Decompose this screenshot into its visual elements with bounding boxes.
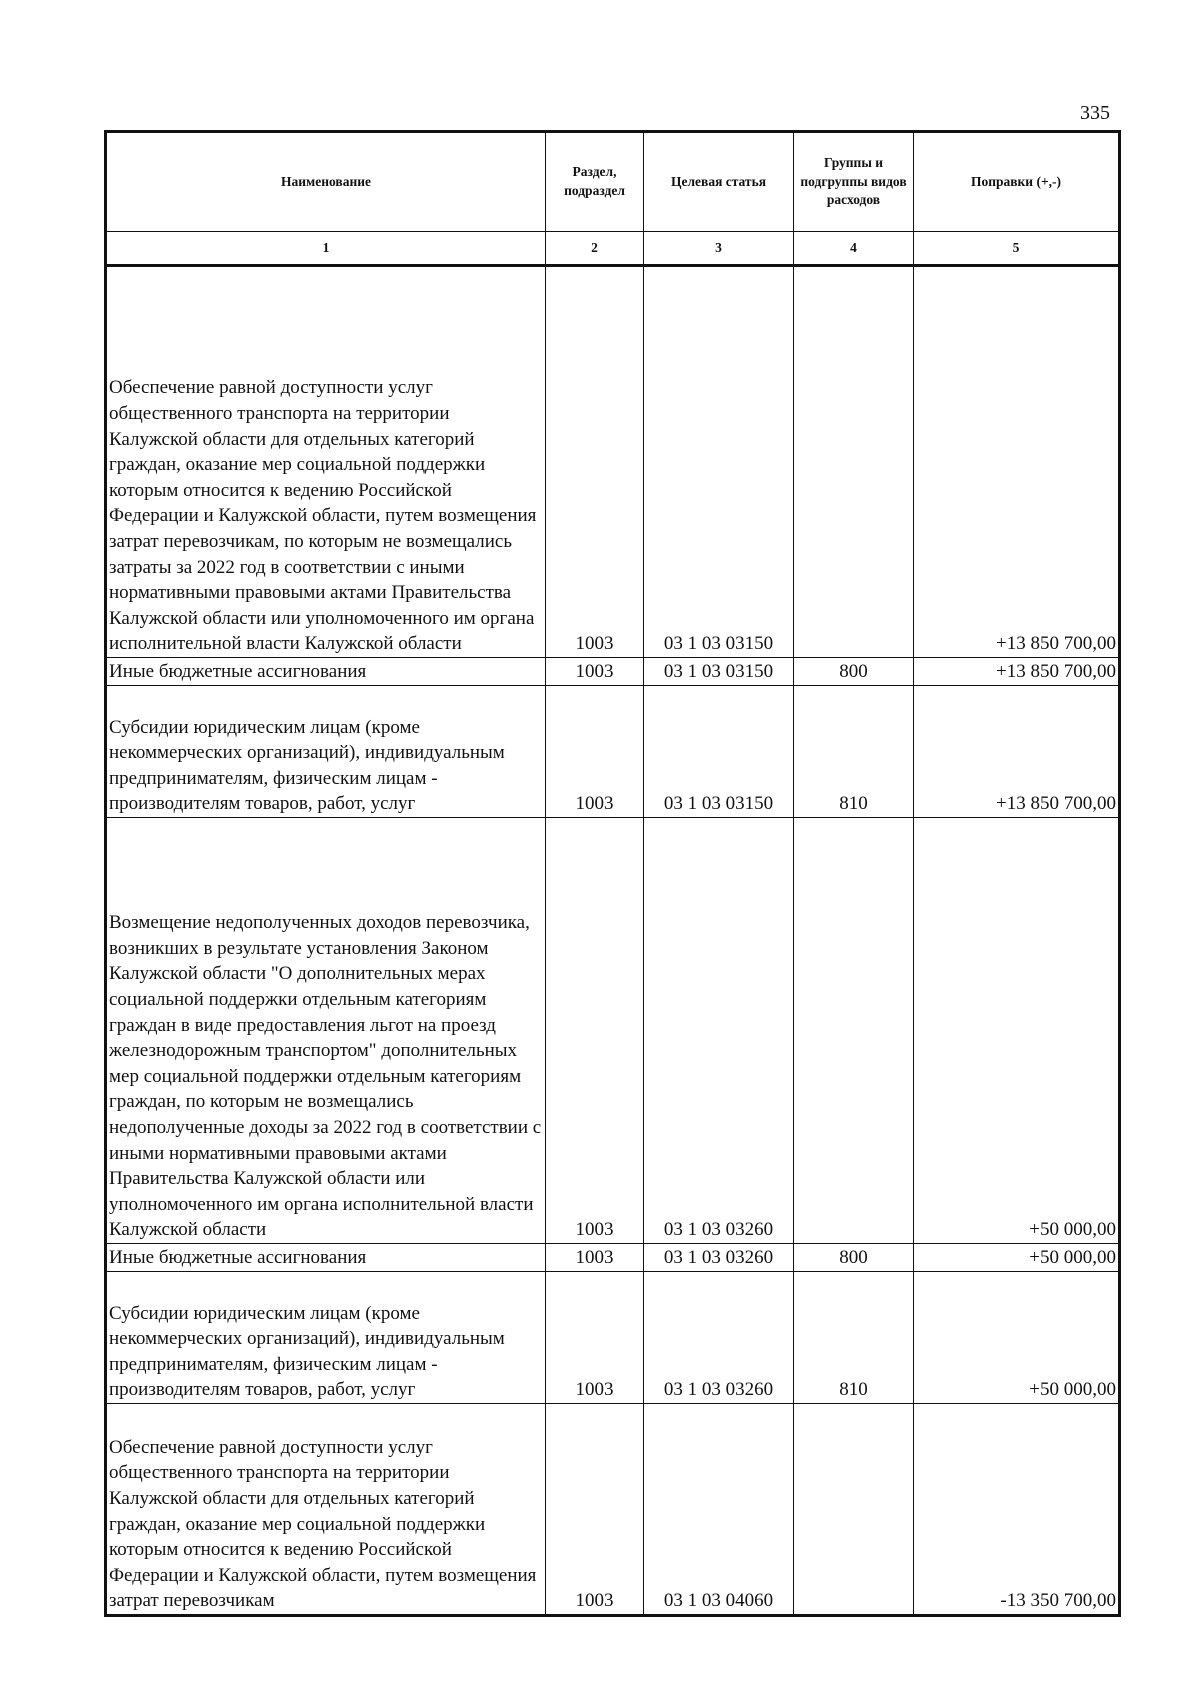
header-amount: Поправки (+,-) — [914, 132, 1120, 232]
row-section: 1003 — [546, 686, 644, 818]
column-number: 5 — [914, 232, 1120, 266]
row-group — [794, 266, 914, 658]
row-amount: +13 850 700,00 — [914, 658, 1120, 686]
row-group: 800 — [794, 658, 914, 686]
table-row — [106, 686, 1120, 818]
row-name: Иные бюджетные ассигнования — [106, 658, 546, 686]
row-section: 1003 — [546, 1244, 644, 1272]
table-row — [106, 818, 1120, 1244]
row-name: Обеспечение равной доступности услуг общественного транспорта на территории Калужской области для отдельных категорий граждан, оказание мер социальной поддержки которым относится к ведению Российской Федерации и Калужской области, путем возмещения затрат перевозчикам — [106, 1404, 546, 1616]
row-group — [794, 818, 914, 1244]
table-row — [106, 1272, 1120, 1404]
table-row — [106, 658, 1120, 686]
column-number: 4 — [794, 232, 914, 266]
column-number: 2 — [546, 232, 644, 266]
column-number-row — [106, 232, 1120, 266]
row-amount: -13 350 700,00 — [914, 1404, 1120, 1616]
row-amount: +50 000,00 — [914, 1272, 1120, 1404]
row-section: 1003 — [546, 658, 644, 686]
row-article: 03 1 03 03260 — [644, 1244, 794, 1272]
row-amount: +13 850 700,00 — [914, 686, 1120, 818]
budget-table — [104, 130, 1121, 1617]
table-row — [106, 266, 1120, 658]
row-name: Возмещение недополученных доходов перевозчика, возникших в результате установления Законом Калужской области "О дополнительных мерах социальной поддержки отдельным категориям граждан в виде предоставления льгот на проезд железнодорожным транспортом" дополнительных мер социальной поддержки отдельным категориям граждан, по которым не возмещались недополученные доходы за 2022 год в соответствии с иными нормативными правовыми актами Правительства Калужской области или уполномоченного им органа исполнительной власти Калужской области — [106, 818, 546, 1244]
row-article: 03 1 03 03150 — [644, 266, 794, 658]
header-section: Раздел, подраздел — [546, 132, 644, 232]
row-name: Субсидии юридическим лицам (кроме некоммерческих организаций), индивидуальным предпринимателям, физическим лицам - производителям товаров, работ, услуг — [106, 1272, 546, 1404]
row-group — [794, 1404, 914, 1616]
row-section: 1003 — [546, 266, 644, 658]
row-name: Иные бюджетные ассигнования — [106, 1244, 546, 1272]
header-row — [106, 132, 1120, 232]
row-section: 1003 — [546, 818, 644, 1244]
row-article: 03 1 03 03260 — [644, 1272, 794, 1404]
header-group: Группы и подгруппы видов расходов — [794, 132, 914, 232]
row-group: 810 — [794, 686, 914, 818]
row-amount: +13 850 700,00 — [914, 266, 1120, 658]
row-article: 03 1 03 04060 — [644, 1404, 794, 1616]
row-name: Субсидии юридическим лицам (кроме некоммерческих организаций), индивидуальным предпринимателям, физическим лицам - производителям товаров, работ, услуг — [106, 686, 546, 818]
table-row — [106, 1404, 1120, 1616]
header-name: Наименование — [106, 132, 546, 232]
row-group: 800 — [794, 1244, 914, 1272]
column-number: 3 — [644, 232, 794, 266]
page-number: 335 — [1080, 102, 1110, 124]
row-section: 1003 — [546, 1272, 644, 1404]
row-amount: +50 000,00 — [914, 818, 1120, 1244]
row-name: Обеспечение равной доступности услуг общественного транспорта на территории Калужской области для отдельных категорий граждан, оказание мер социальной поддержки которым относится к ведению Российской Федерации и Калужской области, путем возмещения затрат перевозчикам, по которым не возмещались затраты за 2022 год в соответствии с иными нормативными правовыми актами Правительства Калужской области или уполномоченного им органа исполнительной власти Калужской области — [106, 266, 546, 658]
row-group: 810 — [794, 1272, 914, 1404]
table-row — [106, 1244, 1120, 1272]
header-article: Целевая статья — [644, 132, 794, 232]
row-amount: +50 000,00 — [914, 1244, 1120, 1272]
column-number: 1 — [106, 232, 546, 266]
row-section: 1003 — [546, 1404, 644, 1616]
row-article: 03 1 03 03260 — [644, 818, 794, 1244]
row-article: 03 1 03 03150 — [644, 686, 794, 818]
row-article: 03 1 03 03150 — [644, 658, 794, 686]
